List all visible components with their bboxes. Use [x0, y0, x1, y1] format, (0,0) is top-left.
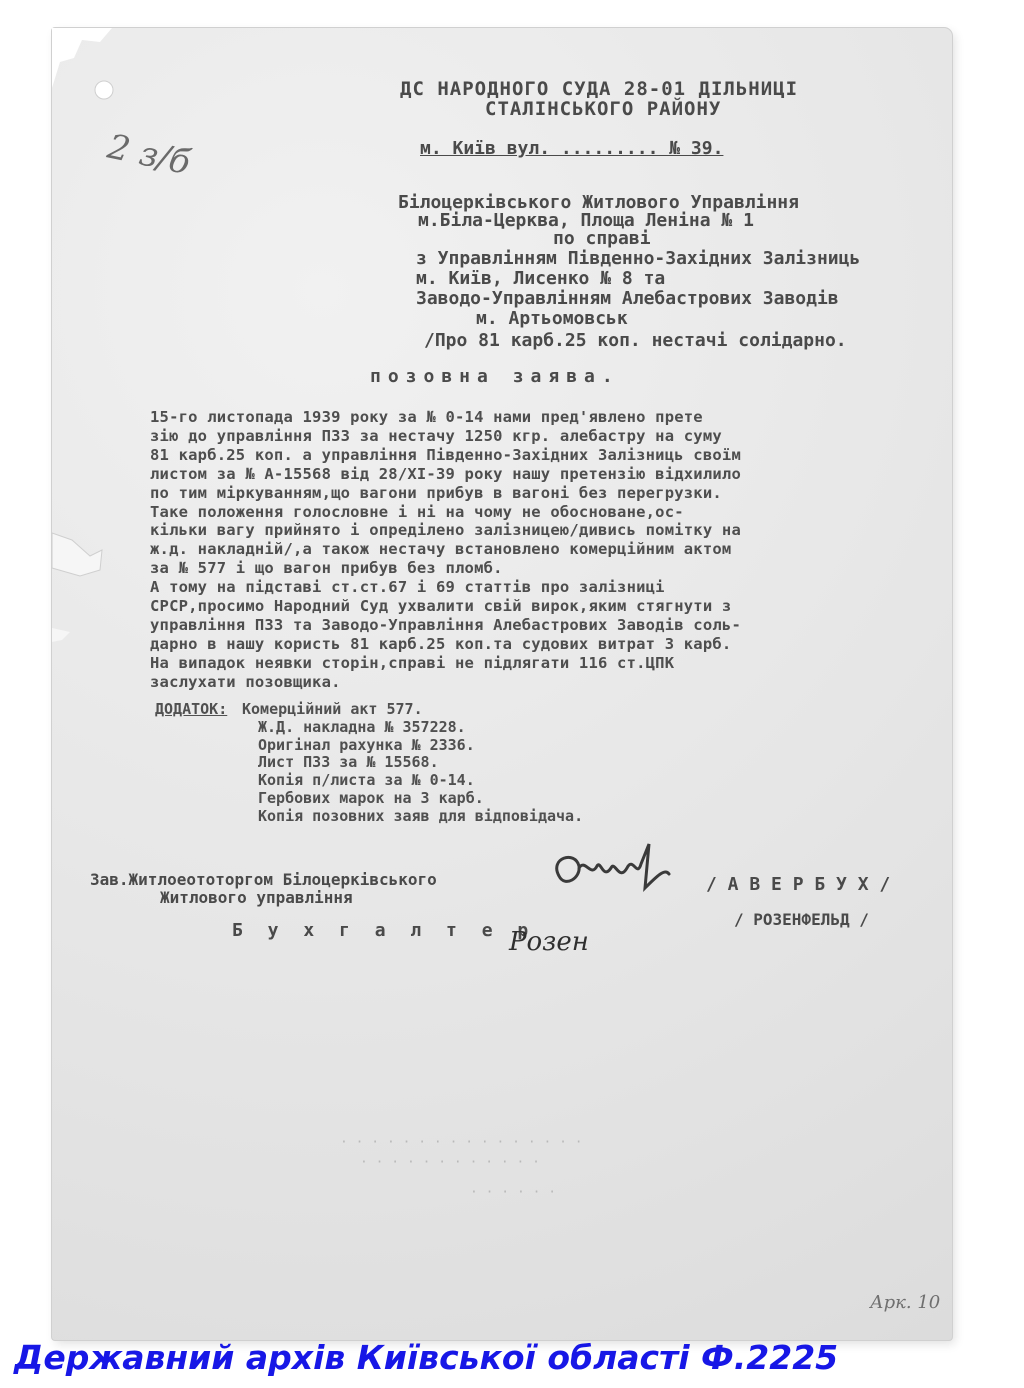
signature-accountant	[505, 912, 595, 972]
attachment-item: Ж.Д. накладна № 357228.	[258, 717, 466, 736]
body-line: листом за № А-15568 від 28/ХІ-39 року нашу претензію відхилило	[150, 464, 741, 483]
attachment-item: Лист ПЗЗ за № 15568.	[258, 753, 439, 772]
faint-stamp-line3: · · · · · ·	[470, 1185, 557, 1200]
faint-stamp-line1: · · · · · · · · · · · · · · · ·	[340, 1135, 583, 1150]
body-line: заслухати позовщика.	[150, 672, 341, 691]
defendant-line3: Заводо-Управлінням Алебастрових Заводів	[416, 288, 839, 309]
claim-subject: /Про 81 карб.25 коп. нестачі солідарно.	[424, 330, 847, 351]
body-line: ж.д. накладній/,а також нестачу встановлено комерційним актом	[150, 540, 732, 559]
body-line: кільки вагу прийнято і опреділено залізницею/дивись помітку на	[150, 521, 741, 540]
attachment-item: Копія п/листа за № 0-14.	[258, 771, 475, 790]
signatory-name-manager: / А В Е Р Б У Х /	[706, 874, 891, 895]
body-line: СРСР,просимо Народний Суд ухвалити свій вирок,яким стягнути з	[150, 597, 732, 615]
archive-watermark: Державний архів Київської області Ф.2225	[14, 1338, 839, 1377]
defendant-line1: з Управлінням Південно-Західних Залізниць	[416, 248, 861, 269]
defendant-line4: м. Артьомовськ	[476, 308, 628, 329]
signature-manager	[545, 838, 705, 908]
signatory-position-line1: Зав.Житлоеототоргом Білоцерківського	[90, 870, 437, 889]
document-title: позовна заява.	[370, 366, 620, 387]
court-header-line1: ДС НАРОДНОГО СУДА 28-01 ДІЛЬНИЦІ	[400, 78, 799, 100]
body-line: 81 карб.25 коп. а управління Південно-Західних Залізниць своїм	[150, 445, 741, 464]
svg-text:2 з/б: 2 з/б	[104, 126, 194, 184]
attachment-item: Гербових марок на 3 карб.	[258, 789, 484, 807]
svg-text:Арк. 10: Арк. 10	[870, 1292, 941, 1313]
signatory-position-line2: Житлового управління	[160, 888, 353, 907]
plaintiff-name: Білоцерківського Житлового Управління	[398, 192, 799, 213]
plaintiff-address: м.Біла-Церква, Площа Леніна № 1	[418, 210, 754, 231]
body-line: зію до управління ПЗЗ за нестачу 1250 кгр. алебастру на суму	[150, 426, 722, 445]
accountant-label: Б у х г а л т е р	[232, 920, 536, 941]
attachments-label: ДОДАТОК:	[155, 700, 228, 718]
handwritten-number	[105, 115, 195, 185]
body-line: управління ПЗЗ та Заводо-Управління Алебастрових Заводів соль-	[150, 615, 741, 634]
court-header-line2: СТАЛІНСЬКОГО РАЙОНУ	[485, 98, 722, 120]
case-label: по справі	[553, 228, 651, 249]
body-line: А тому на підставі ст.ст.67 і 69 статтів про залізниці	[150, 578, 665, 597]
attachment-item: Комерційний акт 577.	[242, 700, 423, 718]
signatory-name-accountant: / РОЗЕНФЕЛЬД /	[734, 910, 869, 929]
attachment-item: Оригінал рахунка № 2336.	[258, 735, 475, 754]
body-line: На випадок неявки сторін,справі не підлягати 116 ст.ЦПК	[150, 653, 675, 672]
body-line: дарно в нашу користь 81 карб.25 коп.та судових витрат 3 карб.	[150, 634, 732, 653]
court-address: м. Київ вул. ......... № 39.	[420, 138, 724, 159]
svg-text:Розен: Розен	[509, 927, 589, 957]
attachment-item: Копія позовних заяв для відповідача.	[258, 806, 584, 825]
defendant-line2: м. Київ, Лисенко № 8 та	[416, 268, 666, 289]
body-line: за № 577 і що вагон прибув без пломб.	[150, 559, 503, 578]
body-line: 15-го листопада 1939 року за № 0-14 нами пред'явлено прете	[150, 408, 703, 426]
page-number	[868, 1282, 948, 1322]
body-line: по тим міркуванням,що вагони прибув в вагоні без перегрузки.	[150, 483, 722, 502]
faint-stamp-line2: · · · · · · · · · · · ·	[360, 1155, 541, 1170]
body-line: Таке положення голословне і ні на чому не обосноване,ос-	[150, 502, 684, 521]
